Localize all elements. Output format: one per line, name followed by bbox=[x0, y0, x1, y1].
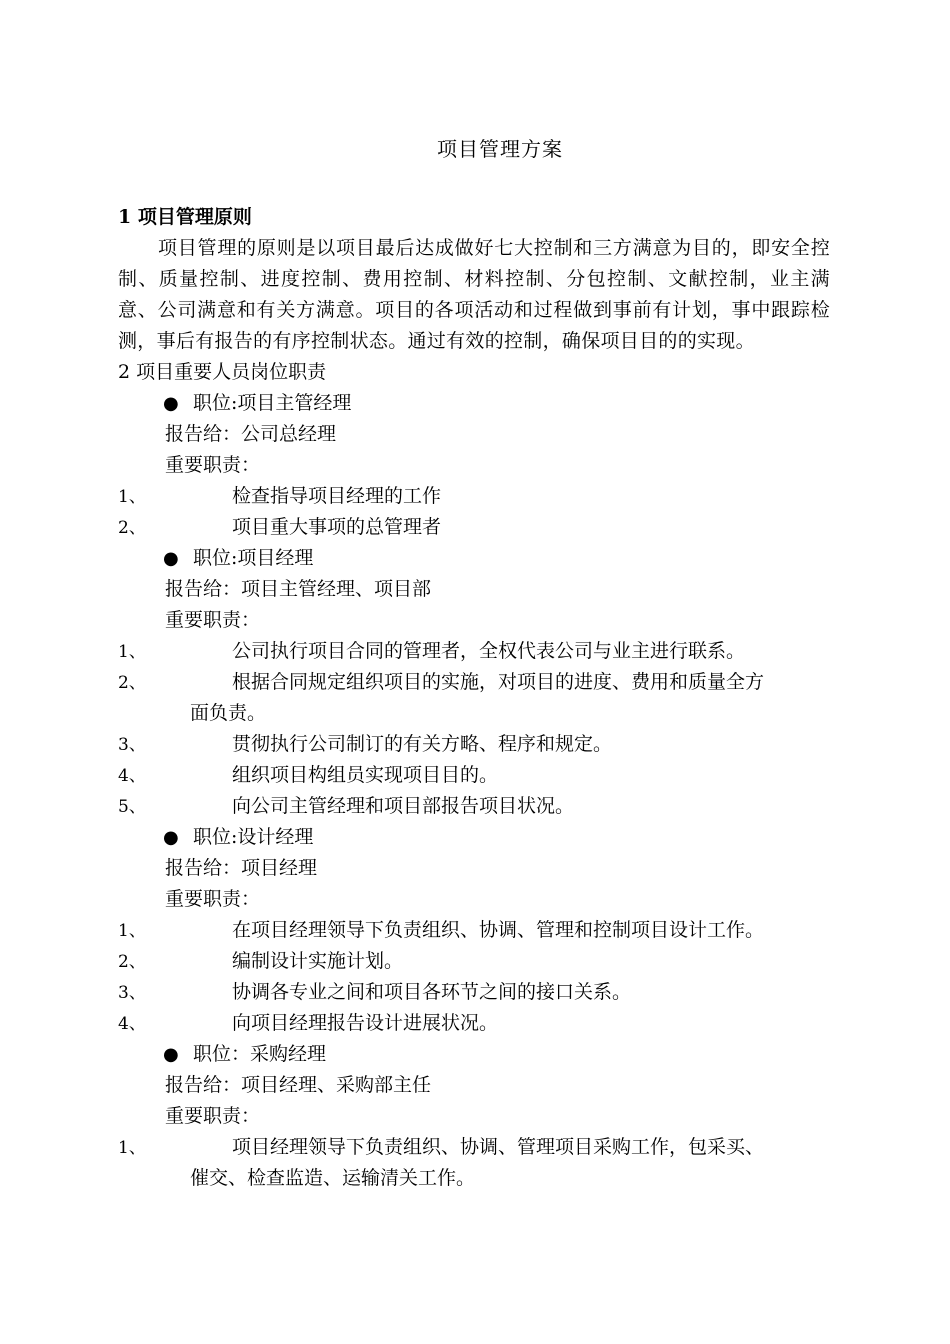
document-title: 项目管理方案 bbox=[437, 137, 563, 161]
duty-text: 项目经理领导下负责组织、协调、管理项目采购工作，包采买、 bbox=[232, 1136, 765, 1158]
bullet-icon: ● bbox=[163, 548, 179, 569]
duty-item bbox=[118, 915, 838, 946]
document-body bbox=[118, 202, 838, 1194]
duty-text: 公司执行项目合同的管理者，全权代表公司与业主进行联系。 bbox=[232, 640, 746, 662]
duty-number: 2、 bbox=[118, 673, 146, 693]
duty-text: 检查指导项目经理的工作 bbox=[232, 485, 442, 507]
bullet-icon: ● bbox=[163, 827, 179, 848]
position-label: 职位:设计经理 bbox=[193, 826, 314, 848]
duty-text: 向公司主管经理和项目部报告项目状况。 bbox=[232, 795, 575, 817]
position-label: 职位:项目主管经理 bbox=[193, 392, 352, 414]
report-to: 报告给：项目经理、采购部主任 bbox=[165, 1074, 432, 1096]
duties-label: 重要职责： bbox=[165, 609, 261, 631]
duty-item bbox=[118, 791, 838, 822]
bullet-icon: ● bbox=[163, 393, 179, 414]
duty-number: 1、 bbox=[118, 487, 146, 507]
duty-text: 项目重大事项的总管理者 bbox=[232, 516, 442, 538]
report-to: 报告给：公司总经理 bbox=[165, 423, 337, 445]
duty-item bbox=[118, 1008, 838, 1039]
duty-continuation: 面负责。 bbox=[190, 702, 267, 724]
duty-text: 贯彻执行公司制订的有关方略、程序和规定。 bbox=[232, 733, 613, 755]
section-2-heading: 2 项目重要人员岗位职责 bbox=[118, 361, 327, 383]
duty-item bbox=[118, 760, 838, 791]
duties-label: 重要职责： bbox=[165, 454, 261, 476]
duty-number: 1、 bbox=[118, 921, 146, 941]
duty-item bbox=[118, 481, 838, 512]
position-label: 职位：采购经理 bbox=[193, 1043, 327, 1065]
duty-number: 4、 bbox=[118, 766, 146, 786]
duty-item bbox=[118, 667, 838, 698]
duty-number: 1、 bbox=[118, 642, 146, 662]
duty-item bbox=[118, 977, 838, 1008]
duty-item bbox=[118, 946, 838, 977]
duties-label: 重要职责： bbox=[165, 1105, 261, 1127]
role-position bbox=[118, 1039, 838, 1070]
duty-item bbox=[118, 512, 838, 543]
role-position bbox=[118, 543, 838, 574]
duty-text: 协调各专业之间和项目各环节之间的接口关系。 bbox=[232, 981, 632, 1003]
role-position bbox=[118, 388, 838, 419]
duty-item bbox=[118, 636, 838, 667]
duty-text: 编制设计实施计划。 bbox=[232, 950, 404, 972]
duty-number: 1、 bbox=[118, 1138, 146, 1158]
position-label: 职位:项目经理 bbox=[193, 547, 314, 569]
section-1-heading: 1 项目管理原则 bbox=[118, 206, 252, 228]
duty-number: 2、 bbox=[118, 518, 146, 538]
role-position bbox=[118, 822, 838, 853]
report-to: 报告给：项目经理 bbox=[165, 857, 318, 879]
duty-text: 根据合同规定组织项目的实施，对项目的进度、费用和质量全方 bbox=[232, 671, 765, 693]
duties-label: 重要职责： bbox=[165, 888, 261, 910]
duty-text: 在项目经理领导下负责组织、协调、管理和控制项目设计工作。 bbox=[232, 919, 765, 941]
bullet-icon: ● bbox=[163, 1044, 179, 1065]
report-to: 报告给：项目主管经理、项目部 bbox=[165, 578, 432, 600]
duty-text: 组织项目构组员实现项目目的。 bbox=[232, 764, 499, 786]
section-1-paragraph: 项目管理的原则是以项目最后达成做好七大控制和三方满意为目的，即安全控制、质量控制、进度控制、费用控制、材料控制、分包控制、文献控制，业主满意、公司满意和有关方满意。项目的各项活动和过程做到事前有计划，事中跟踪检测，事后有报告的有序控制状态。通过有效的控制，确保项目目的的实现。 bbox=[118, 237, 830, 352]
duty-number: 5、 bbox=[118, 797, 146, 817]
duty-continuation: 催交、检查监造、运输清关工作。 bbox=[190, 1167, 476, 1189]
duty-text: 向项目经理报告设计进展状况。 bbox=[232, 1012, 499, 1034]
duty-number: 2、 bbox=[118, 952, 146, 972]
duty-number: 3、 bbox=[118, 983, 146, 1003]
duty-number: 3、 bbox=[118, 735, 146, 755]
duty-item bbox=[118, 1132, 838, 1163]
duty-number: 4、 bbox=[118, 1014, 146, 1034]
duty-item bbox=[118, 729, 838, 760]
